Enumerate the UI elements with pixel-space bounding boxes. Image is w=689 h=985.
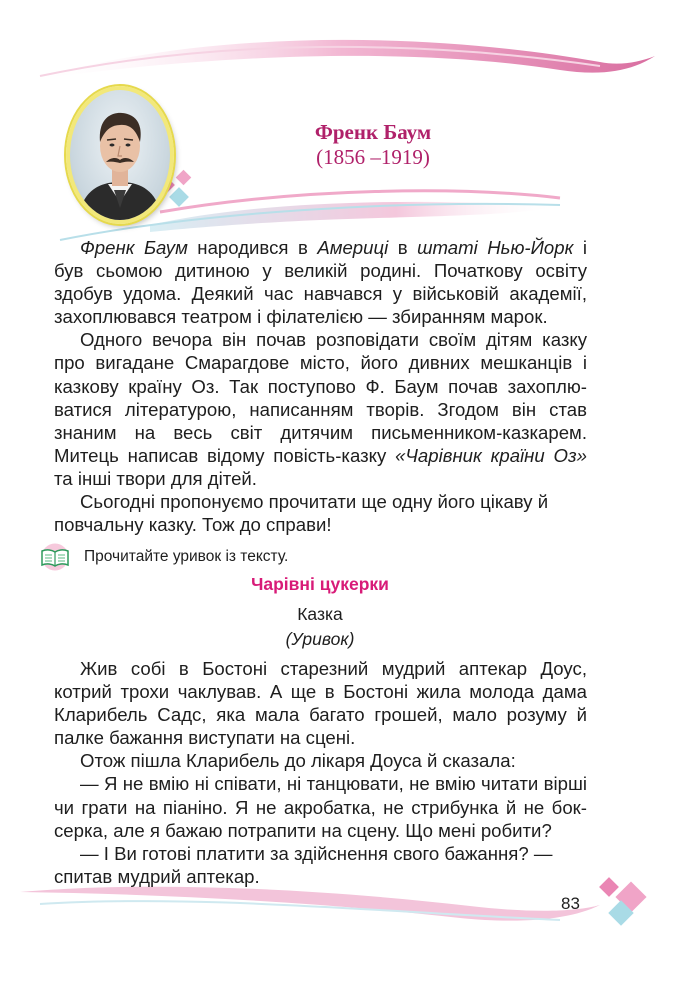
- page-corner-diamonds: [599, 877, 646, 926]
- page-number: 83: [561, 894, 580, 913]
- story-paragraph: — І Ви готові платити за здійснення свого бажання? — спитав мудрий аптекар.: [54, 842, 553, 887]
- bio-text: і був сьомою дитиною у великій родині. Початкову освіту здобув удома. Деякий час навчався у військовій академії, захоплювався театром і філателією — збиранням марок.: [54, 237, 588, 328]
- bio-text: Одного вечора він почав розповідати своїм дітям казку про вигадане Смарагдове місто, його дивних мешканців і казкову країну Оз. Так поступово Ф. Баум почав захоплюватися літературою, написанням творів. Згодом він став знаним на весь світ дитячим письменником-казкарем. Митець написав відому повість-казку: [54, 329, 587, 466]
- story-genre: Казка: [297, 604, 343, 624]
- bio-paragraph-1: [54, 236, 587, 328]
- bio-text: в: [388, 237, 418, 258]
- bio-paragraph-3: Сьогодні пропонуємо прочитати ще одну його цікаву й повчальну казку. Тож до справи!: [54, 491, 549, 536]
- author-portrait: [66, 86, 174, 224]
- bio-country: Америці: [317, 237, 389, 258]
- bio-book-title: «Чарівник країни Оз»: [395, 444, 587, 466]
- bio-author-name: Френк Баум: [80, 237, 188, 258]
- bio-text: народився в: [187, 237, 318, 258]
- bottom-swoosh: [20, 887, 600, 921]
- bio-paragraph-2: [54, 328, 587, 490]
- task-instruction: Прочитайте уривок із тексту.: [84, 548, 289, 565]
- story-excerpt-note: (Уривок): [285, 629, 355, 649]
- bio-text: та інші твори для дітей.: [54, 467, 257, 489]
- story-paragraph: Жив собі в Бостоні старезний мудрий аптекар Доус, котрий трохи чаклував. А ще в Бостоні жила молода дама Кларибель Садс, яка мала багато грошей, мало розуму й палке бажання виступати на сцені.: [54, 658, 587, 749]
- story-paragraph: — Я не вмію ні співати, ні танцювати, не вмію читати вірші чи грати на піаніно. Я не акробатка, не стрибунка й не боксерка, але я бажаю потрапити на сцену. Що мені робити?: [54, 773, 587, 841]
- biography: [54, 236, 587, 536]
- top-swoosh: [30, 40, 655, 80]
- author-years: (1856 –1919): [316, 145, 430, 169]
- story-title: Чарівні цукерки: [251, 574, 389, 594]
- story-text: [54, 657, 587, 888]
- story-paragraph: Отож пішла Кларибель до лікаря Доуса й сказала:: [80, 750, 516, 772]
- open-book-icon: [38, 543, 72, 571]
- bio-state: штаті Нью-Йорк: [417, 237, 574, 258]
- author-name: Френк Баум: [314, 120, 432, 144]
